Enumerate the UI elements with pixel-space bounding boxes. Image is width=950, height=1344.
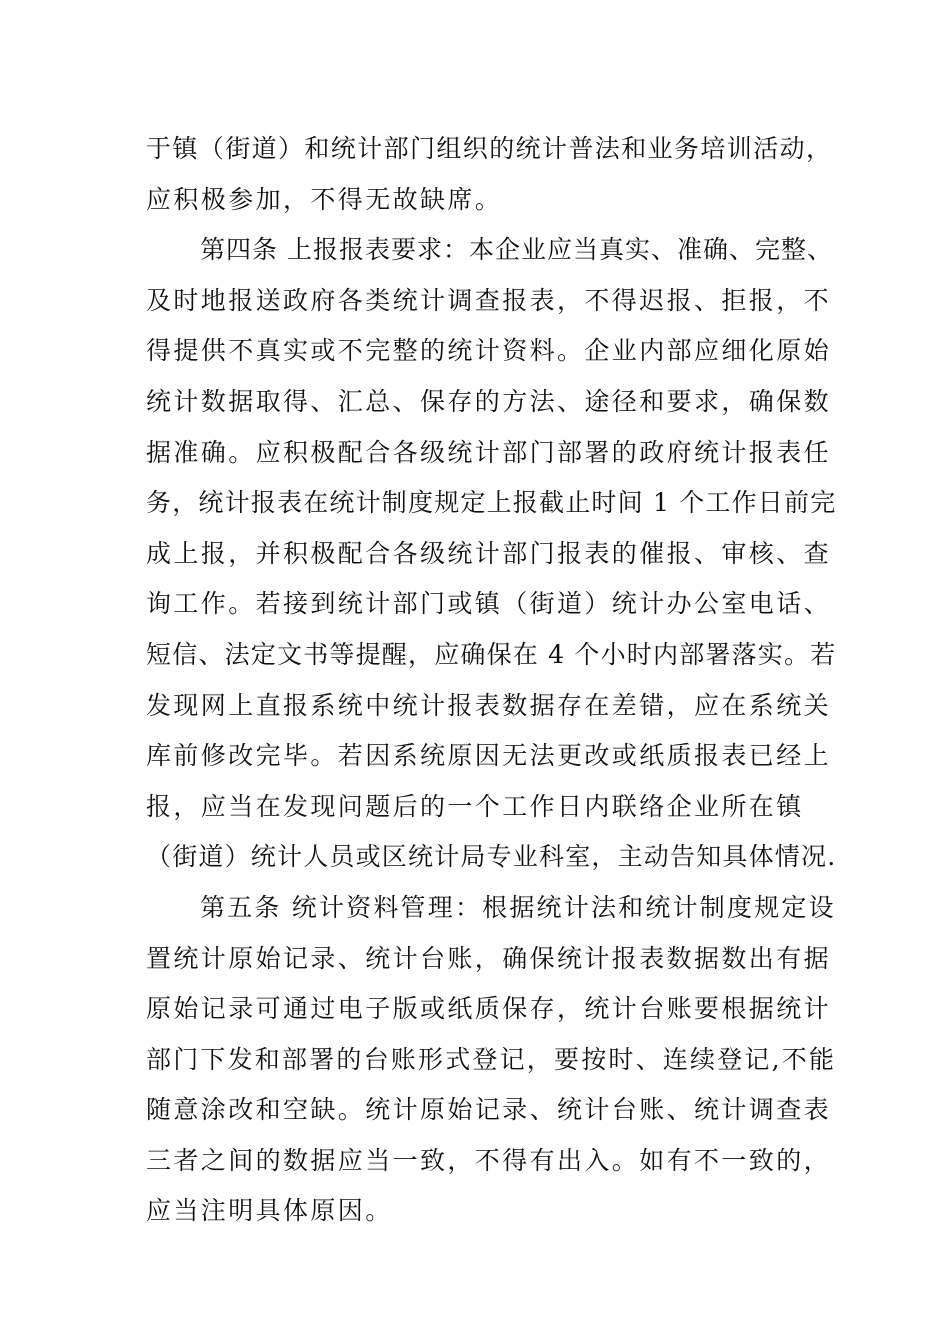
text-line-14: 报，应当在发现问题后的一个工作日内联络企业所在镇 (146, 791, 804, 821)
article-5-heading-line: 第五条 统计资料管理：根据统计法和统计制度规定设 (200, 892, 836, 922)
text-line-7: 据准确。应积极配合各级统计部门部署的政府统计报表任 (146, 437, 832, 467)
text-line-17: 置统计原始记录、统计台账，确保统计报表数据数出有据 (146, 943, 832, 973)
text-line-4: 及时地报送政府各类统计调查报表，不得迟报、拒报，不 (146, 285, 832, 315)
text-line-15: （街道）统计人员或区统计局专业科室，主动告知具体情况. (146, 842, 837, 872)
text-line-19: 部门下发和部署的台账形式登记，要按时、连续登记,不能 (146, 1044, 837, 1074)
text-line-5: 得提供不真实或不完整的统计资料。企业内部应细化原始 (146, 336, 832, 366)
text-line-9: 成上报，并积极配合各级统计部门报表的催报、审核、查 (146, 538, 832, 568)
text-line-18: 原始记录可通过电子版或纸质保存，统计台账要根据统计 (146, 994, 832, 1024)
text-line-12: 发现网上直报系统中统计报表数据存在差错，应在系统关 (146, 690, 832, 720)
text-line-22: 应当注明具体原因。 (146, 1196, 393, 1226)
text-line-11: 短信、法定文书等提醒，应确保在 4 个小时内部署落实。若 (146, 639, 837, 669)
article-4-heading-line: 第四条 上报报表要求：本企业应当真实、准确、完整、 (200, 235, 833, 265)
text-line-13: 库前修改完毕。若因系统原因无法更改或纸质报表已经上 (146, 741, 832, 771)
text-line-8: 务，统计报表在统计制度规定上报截止时间 1 个工作日前完 (146, 488, 837, 518)
text-line-6: 统计数据取得、汇总、保存的方法、途径和要求，确保数 (146, 386, 832, 416)
document-body (146, 124, 836, 1237)
text-line-2: 应积极参加，不得无故缺席。 (146, 184, 503, 214)
text-line-10: 询工作。若接到统计部门或镇（街道）统计办公室电话、 (146, 589, 832, 619)
text-line-21: 三者之间的数据应当一致，不得有出入。如有不一致的， (146, 1145, 832, 1175)
text-line-20: 随意涂改和空缺。统计原始记录、统计台账、统计调查表 (146, 1095, 832, 1125)
text-line-1: 于镇（街道）和统计部门组织的统计普法和业务培训活动， (146, 134, 833, 163)
